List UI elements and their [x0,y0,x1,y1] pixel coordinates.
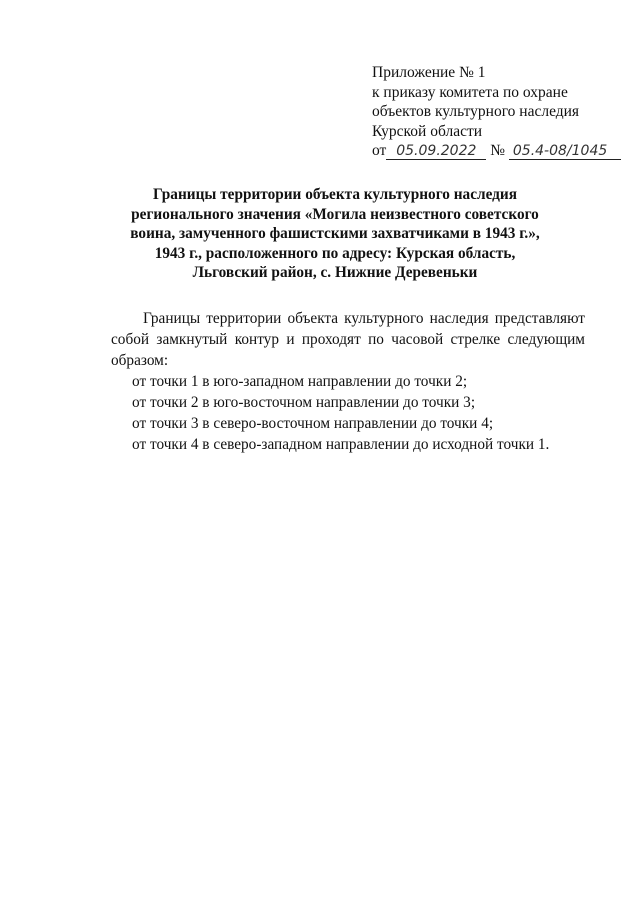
appendix-header [372,63,621,161]
date-prefix: от [372,142,387,159]
document-body [111,308,585,455]
title-line: регионального значения «Могила неизвестного советского [131,205,539,223]
handwritten-date: 05.09.2022 [386,143,486,160]
title-line: Льговский район, с. Нижние Деревеньки [192,264,478,281]
appendix-number: Приложение № 1 [372,64,486,81]
route-item: от точки 3 в северо-восточном направлении до точки 4; [132,415,494,432]
appendix-committee: объектов культурного наследия [372,103,580,120]
title-line: воина, замученного фашистскими захватчиками в 1943 г.», [130,225,540,242]
title-line: 1943 г., расположенного по адресу: Курская область, [154,244,516,262]
handwritten-number: 05.4-08/1045 [509,143,621,160]
route-item: от точки 4 в северо-западном направлении до исходной точки 1. [132,436,550,453]
appendix-date-number-line [372,141,621,161]
route-item: от точки 1 в юго-западном направлении до точки 2; [132,373,468,390]
intro-paragraph: Границы территории объекта культурного наследия представляют собой замкнутый контур и проходят по часовой стрелке следующим образом: [111,310,585,369]
document-title [110,185,560,283]
number-prefix: № [490,142,505,159]
appendix-region: Курской области [372,122,483,140]
title-line: Границы территории объекта культурного наследия [153,186,517,203]
appendix-order-ref: к приказу комитета по охране [372,83,568,101]
route-item: от точки 2 в юго-восточном направлении до точки 3; [132,394,476,411]
